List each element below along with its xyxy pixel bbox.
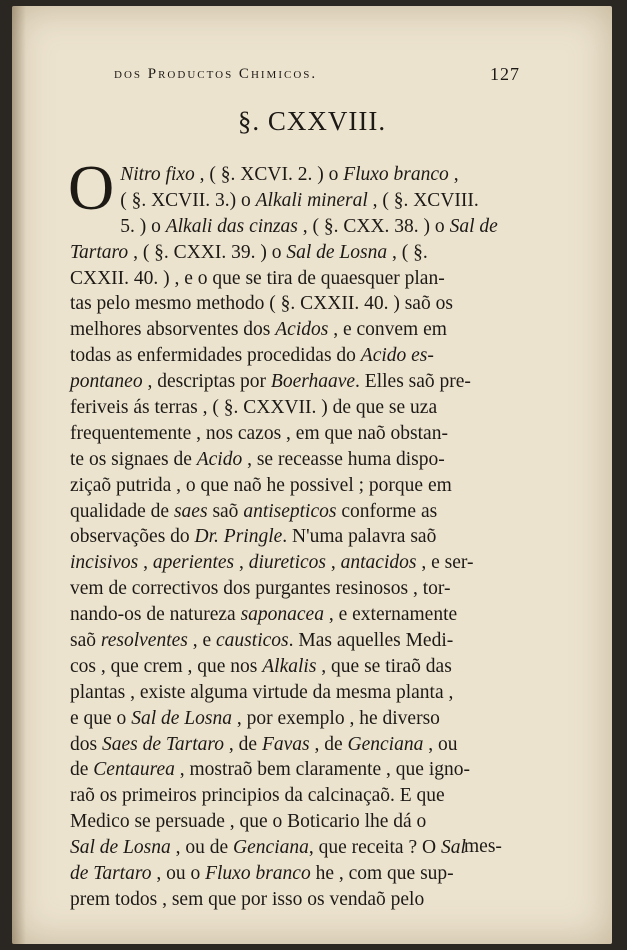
italic-run: Alkali mineral [255, 189, 368, 211]
italic-run: Genciana [233, 837, 309, 859]
text-run: , mostraõ bem claramente , que igno- [174, 759, 470, 781]
italic-run: Dr. Pringle [194, 526, 283, 548]
text-run: ( §. XCVII. 3.) o [120, 189, 256, 211]
text-line [70, 809, 520, 835]
catchword: mes- [464, 836, 502, 857]
text-run: , descriptas por [142, 371, 271, 393]
text-run: , e externamente [323, 604, 458, 626]
text-line [70, 473, 520, 499]
italic-run: Sal de [449, 215, 498, 237]
italic-run: Sal de Losna [286, 241, 388, 263]
italic-run: Saes de Tartaro [101, 733, 225, 755]
text-run: . Mas aquelles Medi- [288, 630, 454, 652]
text-run: , e convem em [328, 319, 447, 341]
text-run: te os signaes de [70, 448, 197, 470]
text-run: e que o [70, 707, 132, 729]
italic-run: Acidos [275, 319, 329, 341]
text-line [70, 421, 520, 447]
text-line [70, 162, 520, 188]
italic-run: antacidos [340, 552, 417, 574]
italic-run: Nitro fixo [120, 164, 195, 185]
italic-run: Alkalis [262, 655, 317, 677]
text-run: , e [187, 630, 217, 652]
text-run: , que receita ? O [308, 837, 441, 859]
text-run: frequentemente , nos cazos , em que naõ obstan- [70, 422, 448, 444]
text-line [70, 291, 520, 317]
italic-run: causticos [216, 630, 289, 652]
text-run: . N'uma palavra saõ [282, 526, 437, 548]
italic-run: antisepticos [243, 500, 337, 522]
text-run: ziçaõ putrida , o que naõ he possivel ; porque em [70, 474, 452, 496]
text-run: , se receasse huma dispo- [242, 448, 445, 470]
text-run: qualidade de [70, 500, 174, 522]
italic-run: Centaurea [93, 759, 175, 781]
italic-run: Tartaro [70, 241, 129, 263]
italic-run: Alkali das cinzas [165, 215, 298, 237]
text-run: , ou de [170, 837, 234, 859]
text-line [70, 576, 520, 602]
text-line [70, 887, 520, 913]
text-run: prem todos , sem que por isso os vendaõ pelo [70, 888, 425, 910]
italic-run: Sal de Losna [131, 707, 232, 729]
text-run: saõ [70, 630, 101, 652]
text-line [70, 602, 520, 628]
text-line [70, 214, 520, 240]
italic-run: Genciana [347, 733, 424, 755]
text-line [70, 680, 520, 706]
text-run: . Elles saõ pre- [355, 371, 471, 393]
text-line [70, 861, 520, 887]
text-run: , [326, 552, 341, 574]
text-run: tas pelo mesmo methodo ( §. CXXII. 40. ) saõ os [70, 293, 453, 315]
italic-run: saponacea [240, 604, 324, 626]
italic-run: aperientes [152, 552, 235, 574]
text-run: raõ os primeiros principios da calcinaçaõ. E que [70, 785, 445, 807]
text-run: , [138, 552, 153, 574]
text-lines [68, 152, 520, 913]
text-run: saõ [207, 500, 244, 522]
text-line [70, 706, 520, 732]
text-run: , ou o [151, 863, 206, 885]
italic-run: Sal [440, 837, 466, 859]
italic-run: Favas [261, 733, 310, 755]
text-run: conforme as [336, 500, 438, 522]
text-line [70, 654, 520, 680]
italic-run: saes [173, 500, 208, 522]
drop-cap: O [68, 152, 115, 223]
italic-run: Fluxo branco [343, 164, 449, 185]
text-line [70, 757, 520, 783]
text-run: , de [224, 733, 262, 755]
text-run: , ( §. CXX. 38. ) o [297, 215, 450, 237]
text-line [70, 447, 520, 473]
text-run: dos [70, 733, 102, 755]
text-run: , ou [423, 733, 458, 755]
book-page [12, 6, 612, 944]
text-run: , por exemplo , he diverso [231, 707, 440, 729]
text-line [70, 369, 520, 395]
running-head: dos Productos Chimicos. [114, 66, 318, 82]
text-run: , de [309, 733, 348, 755]
text-line [70, 628, 520, 654]
italic-run: resolventes [100, 630, 188, 652]
text-run: plantas , existe alguma virtude da mesma planta , [70, 681, 454, 703]
text-run: , ( §. XCVIII. [367, 189, 479, 211]
italic-run: de Tartaro [70, 863, 152, 885]
italic-run: diureticos [248, 552, 327, 574]
italic-run: Acido [196, 448, 243, 470]
text-run: , ( §. [387, 241, 428, 263]
text-run: observações do [70, 526, 195, 548]
italic-run: Acido es- [360, 345, 434, 367]
text-line [70, 783, 520, 809]
text-line [70, 343, 520, 369]
section-title: §. CXXVIII. [237, 106, 387, 136]
text-run: vem de correctivos dos purgantes resinosos , tor- [70, 578, 451, 600]
text-line [70, 395, 520, 421]
text-line [70, 188, 520, 214]
text-run: , [234, 552, 249, 574]
text-line [70, 499, 520, 525]
text-run: , que se tiraõ das [316, 655, 452, 677]
text-line [70, 550, 520, 576]
page-number: 127 [490, 64, 520, 84]
text-run: CXXII. 40. ) , e o que se tira de quaesquer plan- [70, 267, 445, 289]
text-run: , [448, 164, 459, 185]
text-run: , ( §. XCVI. 2. ) o [194, 164, 344, 185]
text-run: cos , que crem , que nos [70, 655, 263, 677]
italic-run: Sal de Losna [70, 837, 171, 859]
text-line [70, 524, 520, 550]
text-run: melhores absorventes dos [70, 319, 276, 341]
italic-run: Fluxo branco [205, 863, 311, 885]
text-line [70, 240, 520, 266]
text-line [70, 835, 520, 861]
italic-run: Boerhaave [270, 371, 356, 393]
text-line [70, 732, 520, 758]
text-run: de [70, 759, 94, 781]
text-run: 5. ) o [120, 215, 166, 237]
text-run: feriveis ás terras , ( §. CXXVII. ) de que se uza [70, 397, 438, 419]
text-line [70, 266, 520, 292]
italic-run: incisivos [70, 552, 139, 574]
italic-run: pontaneo [70, 371, 143, 393]
text-line [70, 317, 520, 343]
page-spine-shadow [12, 6, 26, 944]
text-run: nando-os de natureza [70, 604, 241, 626]
body-paragraph [68, 152, 520, 913]
text-run: , ( §. CXXI. 39. ) o [128, 241, 287, 263]
text-run: todas as enfermidades procedidas do [70, 345, 361, 367]
text-run: he , com que sup- [310, 863, 454, 885]
text-run: Medico se persuade , que o Boticario lhe dá o [70, 811, 427, 833]
text-run: , e ser- [416, 552, 474, 574]
